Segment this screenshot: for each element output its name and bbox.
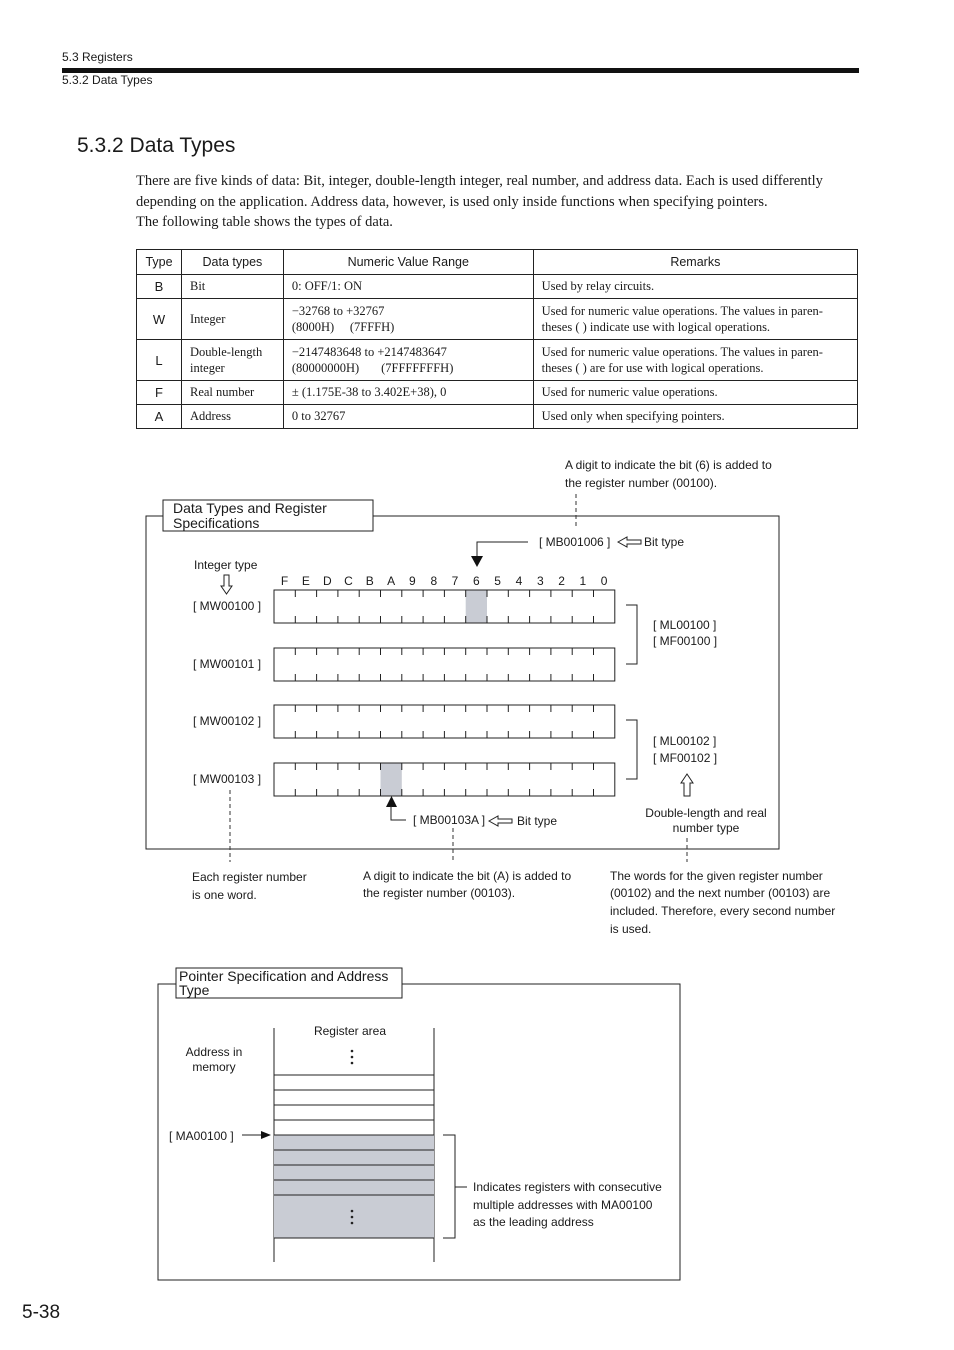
bit-header: 9	[409, 574, 416, 588]
intro-line-2: depending on the application. Address data, however, is used only inside functions when specifying pointers.	[136, 193, 768, 210]
header-data-types: Data types	[181, 250, 283, 275]
diagram1-title-line2: Specifications	[173, 515, 260, 531]
cell-type: F	[137, 381, 182, 405]
bit-bottom-leader	[391, 806, 406, 820]
cell-type: W	[137, 299, 182, 340]
note-right-line4: is used.	[610, 922, 652, 936]
double-length-arrow-icon	[681, 774, 693, 796]
consecutive-note-line2: multiple addresses with MA00100	[473, 1198, 653, 1212]
header-remarks: Remarks	[533, 250, 857, 275]
pair1-long: [ ML00100 ]	[653, 618, 717, 632]
address-label-line1: Address in	[185, 1045, 243, 1059]
ellipsis-top-icon	[351, 1050, 354, 1065]
bit-bottom-label: [ MB00103A ]	[413, 813, 486, 827]
bracket-pair2	[626, 720, 637, 779]
note-left-line2: is one word.	[192, 888, 257, 902]
highlighted-bit-cell	[381, 763, 402, 796]
remark-line-1: Used for numeric value operations. The values in paren-	[541, 303, 823, 318]
register-label: [ MW00103 ]	[193, 772, 262, 786]
top-note-line2: the register number (00100).	[565, 476, 718, 490]
subsection-header: 5.3.2 Data Types	[62, 73, 153, 87]
bracket-pair1	[626, 605, 637, 664]
remark-line-2: theses ( ) are for use with logical operations.	[541, 361, 764, 375]
bit-header: 5	[494, 574, 501, 588]
diagram2-title-line1: Pointer Specification and Address	[179, 968, 389, 984]
diagram2-title-line2: Type	[179, 982, 210, 998]
bit-header: 7	[451, 574, 459, 588]
range-line-1: −2147483648 to +2147483647	[291, 344, 447, 359]
double-note-line1: Double-length and real	[645, 806, 767, 820]
remark-line-1: Used only when specifying pointers.	[541, 409, 725, 424]
pointer-label: [ MA00100 ]	[169, 1129, 234, 1143]
integer-type-label: Integer type	[194, 558, 258, 572]
range-line-2: (8000H) (7FFFH)	[291, 320, 395, 334]
pair2-long: [ ML00102 ]	[653, 734, 717, 748]
consecutive-bracket	[443, 1135, 455, 1238]
remark-line-1: Used for numeric value operations.	[541, 385, 718, 400]
cell-type: B	[137, 275, 182, 299]
pointer-arrow-icon	[261, 1131, 271, 1139]
bit-header: F	[280, 574, 289, 588]
note-right-line3: included. Therefore, every second number	[610, 904, 836, 918]
double-note-line2: number type	[672, 821, 740, 835]
bit-header: 3	[536, 574, 544, 588]
bit-header: A	[387, 574, 396, 588]
cell-name: Address	[181, 405, 283, 429]
page-title: 5.3.2 Data Types	[77, 134, 236, 157]
register-label: [ MW00101 ]	[193, 657, 262, 671]
range-line-1: ± (1.175E-38 to 3.402E+38), 0	[291, 385, 447, 400]
intro-line-1: There are five kinds of data: Bit, integer, double-length integer, real number, and address data. Each is used differently	[136, 173, 823, 189]
top-note-line1: A digit to indicate the bit (6) is added to	[565, 458, 772, 472]
pair1-float: [ MF00100 ]	[653, 634, 718, 648]
register-label: [ MW00102 ]	[193, 714, 262, 728]
remark-line-1: Used by relay circuits.	[541, 279, 655, 294]
consecutive-note-line3: as the leading address	[473, 1215, 594, 1229]
cell-name: Double-length integer	[181, 340, 283, 381]
bit-type-bottom: Bit type	[517, 814, 558, 828]
note-left-line1: Each register number	[192, 870, 307, 884]
range-line-1: 0 to 32767	[291, 409, 346, 424]
cell-type: L	[137, 340, 182, 381]
range-line-2: (80000000H) (7FFFFFFFH)	[291, 361, 454, 375]
address-label-line2: memory	[192, 1060, 236, 1074]
range-line-1: −32768 to +32767	[291, 303, 385, 318]
bit-top-label: [ MB001006 ]	[539, 535, 611, 549]
bit-bottom-arrow-icon	[386, 796, 397, 807]
header-type: Type	[137, 250, 182, 275]
ellipsis-bottom-icon	[351, 1210, 354, 1225]
bit-header: 1	[579, 574, 587, 588]
bit-top-leader	[477, 542, 528, 559]
remark-line-1: Used for numeric value operations. The values in paren-	[541, 344, 823, 359]
header-range: Numeric Value Range	[283, 250, 533, 275]
consecutive-note-line1: Indicates registers with consecutive	[473, 1180, 662, 1194]
register-rows	[274, 590, 615, 796]
note-mid-line2: the register number (00103).	[363, 886, 516, 900]
cell-name: Real number	[181, 381, 283, 405]
bit-top-hollow-arrow-icon	[618, 537, 641, 547]
cell-name: Bit	[181, 275, 283, 299]
register-area-label: Register area	[313, 1024, 387, 1038]
bit-bottom-hollow-arrow-icon	[489, 816, 512, 826]
pair2-float: [ MF00102 ]	[653, 751, 718, 765]
bit-header: B	[365, 574, 374, 588]
cell-name: Integer	[181, 299, 283, 340]
note-right-line2: (00102) and the next number (00103) are	[610, 886, 831, 900]
range-line-1: 0: OFF/1: ON	[291, 279, 363, 294]
page-number: 5-38	[22, 1302, 61, 1323]
bit-header: 4	[515, 574, 523, 588]
remark-line-2: theses ( ) indicate use with logical operations.	[541, 320, 771, 334]
bit-header: D	[322, 574, 332, 588]
note-mid-line1: A digit to indicate the bit (A) is added to	[363, 869, 572, 883]
bit-header: E	[301, 574, 310, 588]
diagram1-title-line1: Data Types and Register	[173, 500, 327, 516]
section-header: 5.3 Registers	[62, 50, 133, 64]
register-label: [ MW00100 ]	[193, 599, 262, 613]
bit-header: 0	[600, 574, 608, 588]
highlighted-bit-cell	[466, 590, 487, 623]
integer-type-arrow-icon	[221, 575, 232, 594]
cell-type: A	[137, 405, 182, 429]
bit-headers	[281, 574, 608, 588]
intro-line-3: The following table shows the types of data.	[136, 214, 393, 230]
bit-header: 8	[430, 574, 438, 588]
bit-header: 2	[558, 574, 565, 588]
bit-header: 6	[473, 574, 480, 588]
bit-top-arrow-icon	[471, 556, 483, 567]
note-right-line1: The words for the given register number	[610, 869, 823, 883]
bit-header: C	[344, 574, 353, 588]
bit-type-top: Bit type	[644, 535, 685, 549]
